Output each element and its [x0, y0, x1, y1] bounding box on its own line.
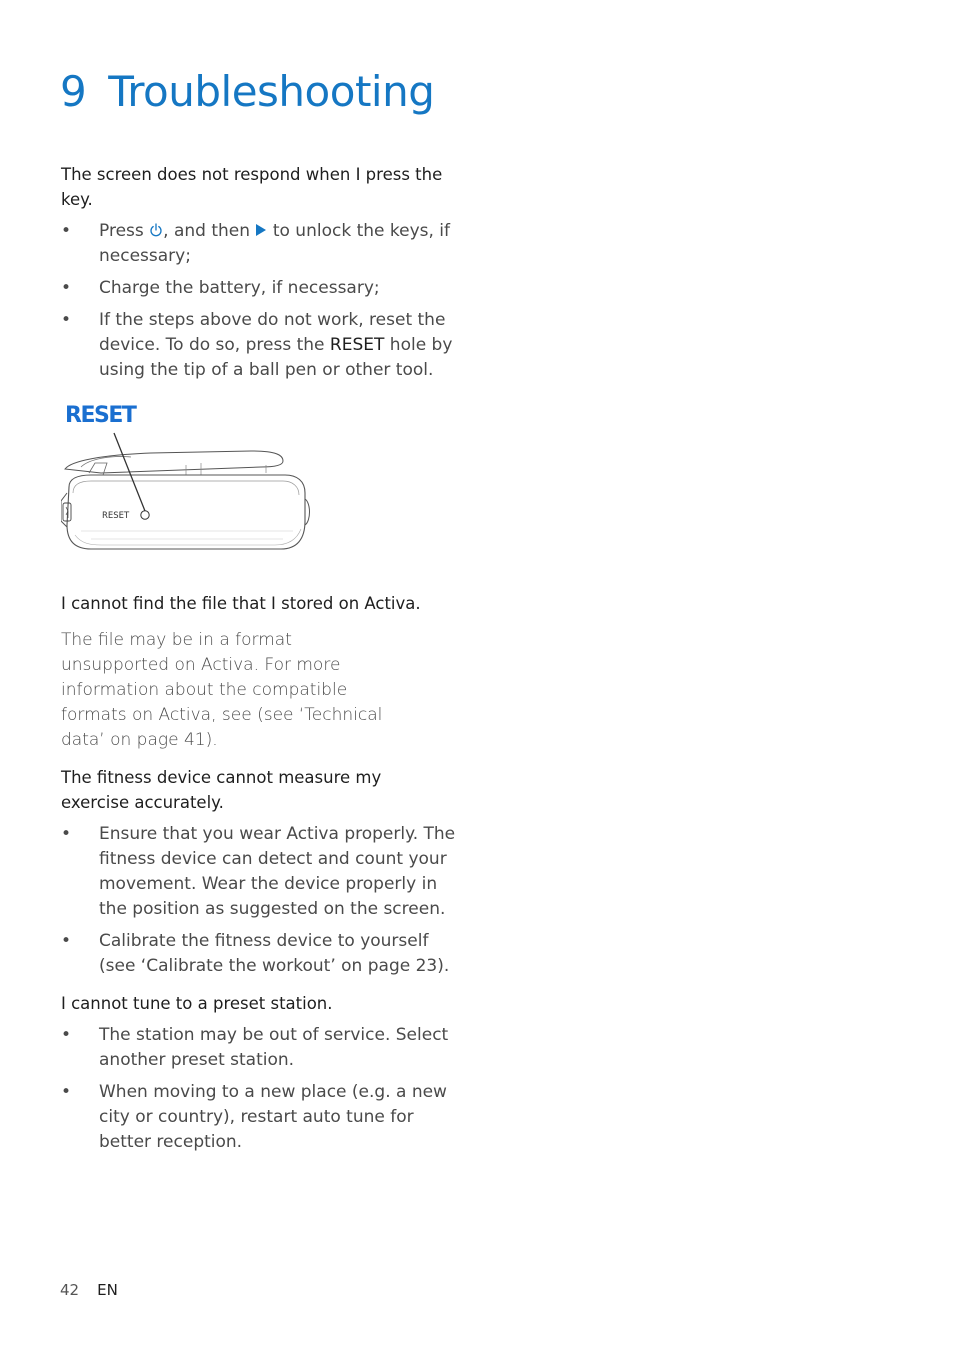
- list-item: [61, 276, 461, 301]
- list-item: [61, 1080, 461, 1155]
- step-text: , and then: [163, 221, 256, 241]
- page-number: 42: [60, 1281, 80, 1299]
- fitness-steps-list: [61, 822, 461, 979]
- bullet-glyph: •: [61, 1025, 72, 1045]
- step-text: Calibrate the fitness device to yourself (see ‘Calibrate the workout’ on page 23).: [99, 931, 450, 976]
- step-text: Press: [99, 221, 150, 241]
- step-text: The station may be out of service. Select another preset station.: [99, 1025, 449, 1070]
- question-screen-not-responding: The screen does not respond when I press the key.: [61, 165, 443, 209]
- question-preset-station: I cannot tune to a preset station.: [61, 994, 333, 1013]
- bullet-glyph: •: [61, 1082, 72, 1102]
- step-text: to unlock the keys, if necessary;: [99, 221, 451, 266]
- list-item: [61, 219, 461, 269]
- reset-heading: RESET: [65, 403, 136, 428]
- bullet-glyph: •: [61, 824, 72, 844]
- step-text: hole by using the tip of a ball pen or other tool.: [99, 335, 453, 380]
- bullet-glyph: •: [61, 310, 72, 330]
- bullet-glyph: •: [61, 221, 72, 241]
- question-file-not-found: I cannot find the file that I stored on Activa.: [61, 594, 421, 613]
- chapter-title-text: Troubleshooting: [108, 67, 435, 116]
- chapter-number: 9: [60, 67, 87, 116]
- step-text: Charge the battery, if necessary;: [99, 278, 380, 298]
- content-column: [61, 162, 461, 1155]
- language-code: EN: [97, 1281, 118, 1299]
- step-text: Ensure that you wear Activa properly. The fitness device can detect and count your movement. Wear the device properly in the position as suggested on the screen.: [99, 824, 456, 919]
- screen-steps-list: [61, 219, 461, 383]
- device-reset-label: RESET: [102, 511, 130, 521]
- answer-file-format: The file may be in a format unsupported on Activa. For more information about the compatible formats on Activa, see (see ‘Technical data’ on page 41).: [61, 630, 383, 750]
- question-fitness-accuracy: The fitness device cannot measure my exercise accurately.: [61, 768, 382, 812]
- power-icon: [149, 223, 163, 237]
- play-icon: [255, 223, 267, 237]
- step-text: If the steps above do not work, reset the device. To do so, press the: [99, 310, 446, 355]
- page-footer: [60, 1280, 118, 1300]
- chapter-title: [60, 64, 434, 120]
- step-text: When moving to a new place (e.g. a new city or country), restart auto tune for better reception.: [99, 1082, 447, 1152]
- list-item: [61, 822, 461, 922]
- reset-keyword: RESET: [329, 335, 385, 355]
- list-item: [61, 929, 461, 979]
- list-item: [61, 1023, 461, 1073]
- list-item: [61, 308, 461, 383]
- reset-figure: [61, 403, 321, 573]
- bullet-glyph: •: [61, 931, 72, 951]
- bullet-glyph: •: [61, 278, 72, 298]
- tune-steps-list: [61, 1023, 461, 1155]
